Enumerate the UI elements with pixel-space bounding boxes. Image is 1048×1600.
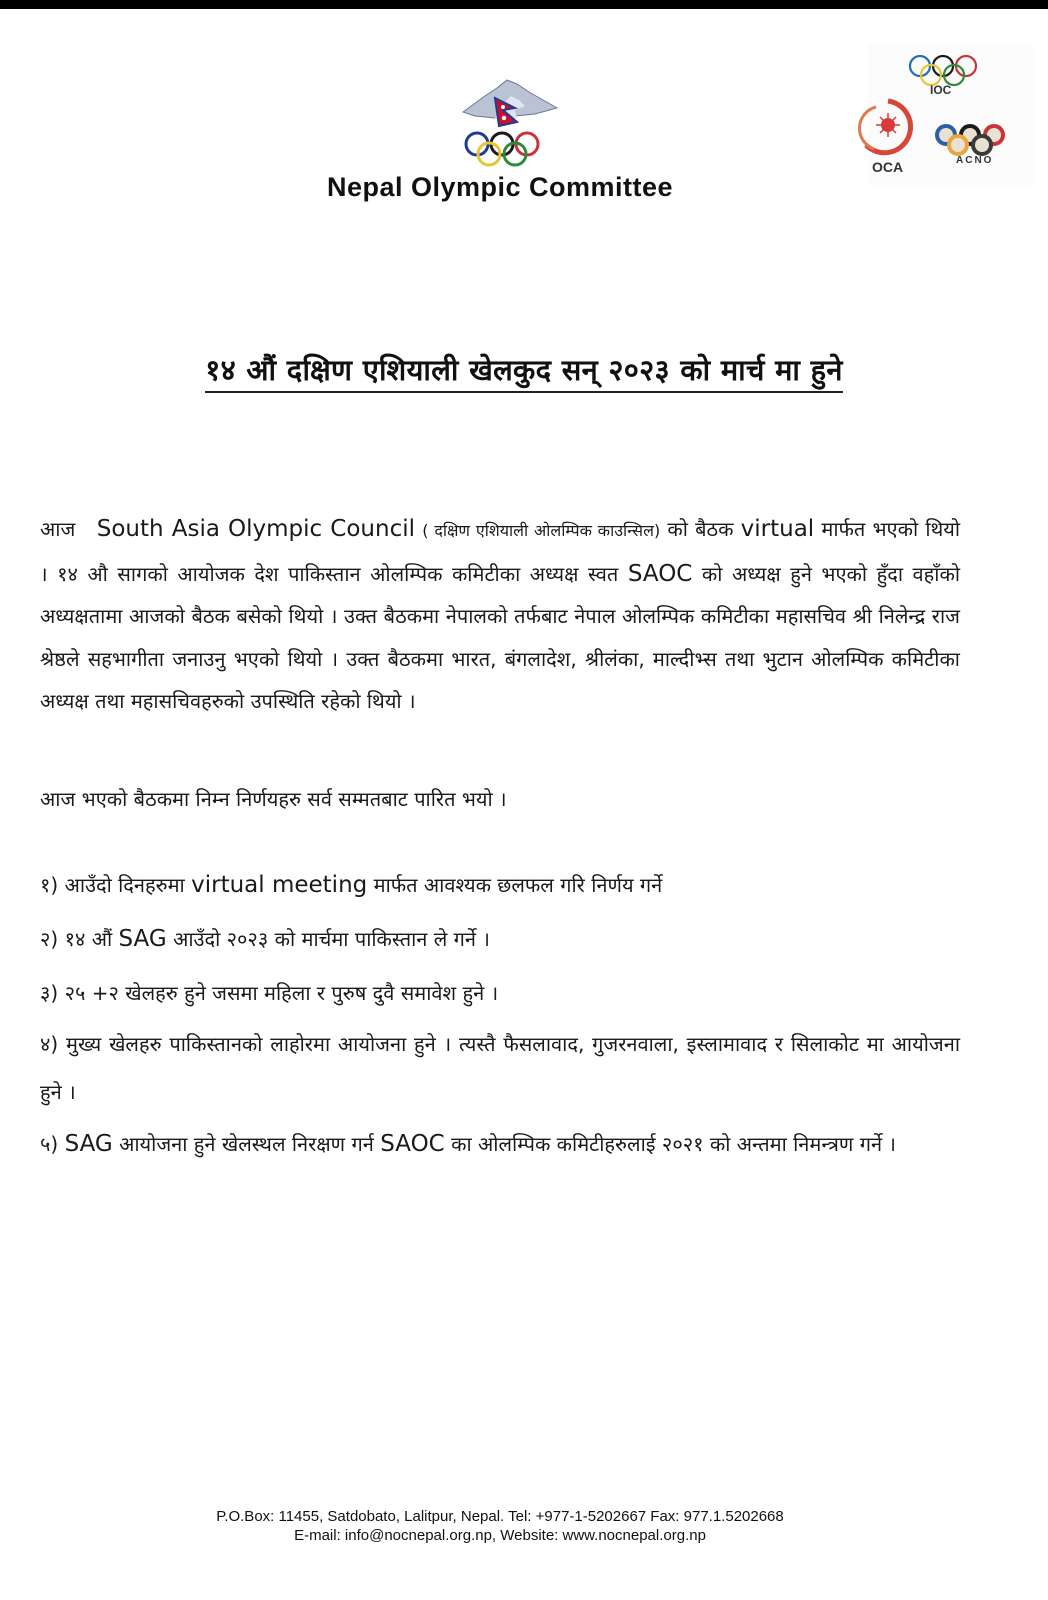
text-segment: आउँदो दिनहरुमा	[64, 873, 185, 897]
text-segment: मार्फत भएको थियो । १४ औ सागको आयोजक देश पाकिस्तान ओलम्पिक कमिटीका अध्यक्ष स्वत	[40, 517, 961, 586]
text-segment: आयोजना हुने खेलस्थल निरक्षण गर्न	[119, 1132, 374, 1156]
text-segment: २५ +२ खेलहरु हुने जसमा महिला र पुरुष दुवै समावेश हुने ।	[64, 981, 499, 1005]
oca-label: OCA	[872, 159, 904, 175]
text-virtual-meeting: virtual meeting	[191, 872, 368, 898]
footer-contact: E-mail: info@nocnepal.org.np, Website: www.nocnepal.org.np	[294, 1527, 706, 1544]
organization-name: Nepal Olympic Committee	[326, 172, 674, 202]
text-segment: आउँदो २०२३ को मार्चमा पाकिस्तान ले गर्ने ।	[173, 927, 490, 951]
decision-item	[40, 858, 960, 912]
council-name-np: ( दक्षिण एशियाली ओलम्पिक काउन्सिल)	[422, 521, 661, 540]
item-number: ३)	[40, 981, 59, 1005]
text-segment: को अध्यक्ष हुने भएको हुँदा वहाँको अध्यक्षतामा आजको बैठक बसेको थियो । उक्त बैठकमा नेपालको तर्फबाट नेपाल ओलम्पिक कमिटीका महासचिव श्री निलेन्द्र राज श्रेष्ठले सहभागीता जनाउनु भएको थियो । उक्त बैठकमा भारत, बंगलादेश, श्रीलंका, माल्दीभ्स तथा भुटान ओलम्पिक कमिटीका अध्यक्ष तथा महासचिवहरुको उपस्थिति रहेको थियो ।	[40, 561, 961, 713]
acno-rings-icon	[934, 123, 1008, 157]
text-virtual: virtual	[740, 516, 815, 542]
item-number: ४)	[40, 1032, 59, 1056]
text-segment: का ओलम्पिक कमिटीहरुलाई २०२१ को अन्तमा निमन्त्रण गर्ने ।	[451, 1132, 897, 1156]
decision-item	[40, 966, 960, 1020]
text-segment: १४ औं	[64, 927, 113, 951]
decisions-list	[40, 858, 960, 1168]
decision-item	[40, 1120, 960, 1168]
noc-nepal-logo-icon	[455, 74, 565, 169]
item-number: १)	[40, 873, 59, 897]
intro-paragraph	[40, 508, 960, 723]
text-saoc: SAOC	[627, 560, 693, 587]
item-number: २)	[40, 927, 59, 951]
council-name-en: South Asia Olympic Council	[96, 516, 416, 542]
footer-address: P.O.Box: 11455, Satdobato, Lalitpur, Nepal. Tel: +977-1-5202667 Fax: 977.1.5202668	[216, 1508, 784, 1525]
decision-item	[40, 1020, 960, 1116]
text-sag: SAG	[64, 1131, 113, 1157]
text-segment: को बैठक	[667, 517, 734, 541]
acno-label: ACNO	[956, 155, 994, 166]
text-segment: मुख्य खेलहरु पाकिस्तानको लाहोरमा आयोजना हुने । त्यस्तै फैसलावाद, गुजरनवाला, इस्लामावाद र सिलाकोट मा आयोजना हुने ।	[40, 1032, 961, 1104]
document-title	[0, 350, 1048, 389]
footer	[0, 1507, 1000, 1545]
oca-emblem-icon	[856, 97, 920, 157]
top-bar	[0, 0, 1048, 9]
text-segment: मार्फत आवश्यक छलफल गरि निर्णय गर्ने	[373, 873, 663, 897]
ioc-label: IOC	[930, 83, 952, 97]
text-saoc: SAOC	[380, 1131, 445, 1157]
decision-item	[40, 912, 960, 966]
title-text: १४ औं दक्षिण एशियाली खेलकुद सन् २०२३ को मार्च मा हुने	[205, 353, 842, 393]
text-lead: आज	[40, 517, 76, 541]
item-number: ५)	[40, 1132, 59, 1156]
text-sag: SAG	[118, 926, 167, 952]
decisions-intro: आज भएको बैठकमा निम्न निर्णयहरु सर्व सम्मतबाट पारित भयो ।	[40, 787, 507, 811]
partner-logos	[868, 45, 1033, 185]
